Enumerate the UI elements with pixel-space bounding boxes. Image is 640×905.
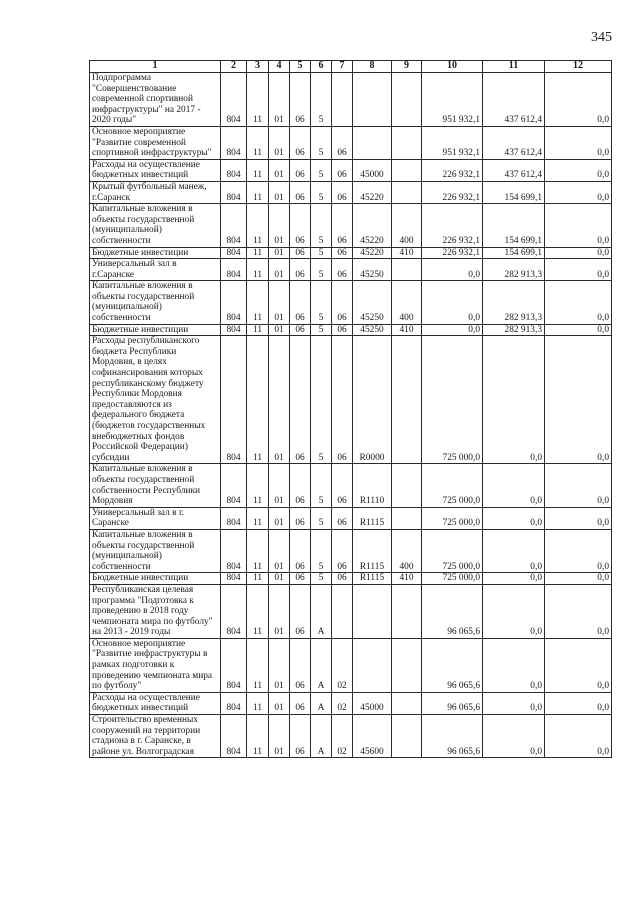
- row-cell-7: 06: [332, 181, 353, 203]
- table-row: [90, 529, 612, 572]
- column-header-9: 9: [392, 61, 422, 73]
- row-cell-11: 154 699,1: [483, 247, 545, 259]
- row-cell-3: 11: [247, 73, 269, 127]
- row-cell-3: 11: [247, 715, 269, 758]
- row-cell-7: 06: [332, 259, 353, 281]
- row-cell-12: 0,0: [545, 247, 612, 259]
- row-cell-10: 0,0: [422, 259, 483, 281]
- row-cell-6: 5: [311, 573, 332, 585]
- column-header-2: 2: [221, 61, 247, 73]
- row-cell-9: 410: [392, 573, 422, 585]
- row-cell-12: 0,0: [545, 464, 612, 507]
- row-name-cell: Капитальные вложения в объекты государственной (муниципальной) собственности: [90, 204, 221, 247]
- row-cell-8: [353, 126, 392, 159]
- row-cell-11: 0,0: [483, 529, 545, 572]
- row-cell-9: [392, 159, 422, 181]
- row-cell-2: 804: [221, 584, 247, 638]
- row-cell-6: 5: [311, 204, 332, 247]
- row-cell-3: 11: [247, 159, 269, 181]
- row-cell-11: 0,0: [483, 692, 545, 714]
- row-cell-9: [392, 336, 422, 464]
- row-cell-8: 45220: [353, 247, 392, 259]
- row-cell-2: 804: [221, 73, 247, 127]
- row-cell-5: 06: [290, 181, 311, 203]
- row-cell-9: 400: [392, 281, 422, 324]
- row-cell-6: 5: [311, 336, 332, 464]
- row-cell-8: 45250: [353, 324, 392, 336]
- row-cell-3: 11: [247, 247, 269, 259]
- row-name-cell: Универсальный зал в г.Саранске: [90, 259, 221, 281]
- row-cell-8: R1115: [353, 529, 392, 572]
- row-cell-8: 45000: [353, 692, 392, 714]
- column-header-4: 4: [269, 61, 290, 73]
- row-cell-10: 226 932,1: [422, 204, 483, 247]
- row-cell-2: 804: [221, 259, 247, 281]
- row-cell-9: [392, 464, 422, 507]
- row-cell-3: 11: [247, 324, 269, 336]
- row-cell-4: 01: [269, 247, 290, 259]
- row-cell-2: 804: [221, 529, 247, 572]
- row-cell-8: 45250: [353, 259, 392, 281]
- row-cell-11: 0,0: [483, 507, 545, 529]
- table-row: [90, 638, 612, 692]
- row-cell-4: 01: [269, 464, 290, 507]
- row-cell-8: 45250: [353, 281, 392, 324]
- row-cell-4: 01: [269, 692, 290, 714]
- row-name-cell: Капитальные вложения в объекты государственной собственности Республики Мордовия: [90, 464, 221, 507]
- row-cell-12: 0,0: [545, 159, 612, 181]
- row-cell-11: 282 913,3: [483, 324, 545, 336]
- row-cell-11: 154 699,1: [483, 181, 545, 203]
- row-cell-12: 0,0: [545, 126, 612, 159]
- row-cell-12: 0,0: [545, 73, 612, 127]
- row-cell-11: 0,0: [483, 336, 545, 464]
- row-cell-6: 5: [311, 259, 332, 281]
- row-cell-10: 725 000,0: [422, 573, 483, 585]
- row-cell-11: 154 699,1: [483, 204, 545, 247]
- row-cell-8: R1115: [353, 573, 392, 585]
- row-name-cell: Бюджетные инвестиции: [90, 324, 221, 336]
- row-name-cell: Капитальные вложения в объекты государственной (муниципальной) собственности: [90, 529, 221, 572]
- row-cell-8: [353, 73, 392, 127]
- row-name-cell: Расходы на осуществление бюджетных инвестиций: [90, 159, 221, 181]
- row-cell-12: 0,0: [545, 692, 612, 714]
- row-cell-5: 06: [290, 204, 311, 247]
- row-cell-10: 96 065,6: [422, 715, 483, 758]
- row-cell-8: R1115: [353, 507, 392, 529]
- row-cell-2: 804: [221, 324, 247, 336]
- row-cell-8: 45600: [353, 715, 392, 758]
- row-cell-6: 5: [311, 181, 332, 203]
- row-cell-10: 725 000,0: [422, 464, 483, 507]
- row-cell-12: 0,0: [545, 259, 612, 281]
- row-cell-11: 437 612,4: [483, 159, 545, 181]
- row-cell-3: 11: [247, 692, 269, 714]
- row-cell-8: R1110: [353, 464, 392, 507]
- row-name-cell: Бюджетные инвестиции: [90, 573, 221, 585]
- row-cell-12: 0,0: [545, 584, 612, 638]
- row-cell-5: 06: [290, 464, 311, 507]
- row-cell-7: 06: [332, 336, 353, 464]
- row-cell-3: 11: [247, 464, 269, 507]
- row-cell-10: 725 000,0: [422, 529, 483, 572]
- row-cell-12: 0,0: [545, 573, 612, 585]
- row-cell-10: 96 065,6: [422, 638, 483, 692]
- row-cell-5: 06: [290, 324, 311, 336]
- row-cell-5: 06: [290, 73, 311, 127]
- row-cell-5: 06: [290, 715, 311, 758]
- row-name-cell: Расходы на осуществление бюджетных инвестиций: [90, 692, 221, 714]
- row-cell-10: 96 065,6: [422, 692, 483, 714]
- column-header-5: 5: [290, 61, 311, 73]
- row-cell-8: 45220: [353, 204, 392, 247]
- budget-table: [89, 60, 612, 758]
- row-cell-4: 01: [269, 507, 290, 529]
- row-cell-9: [392, 638, 422, 692]
- row-cell-9: [392, 584, 422, 638]
- row-cell-6: 5: [311, 73, 332, 127]
- row-cell-6: 5: [311, 281, 332, 324]
- row-cell-11: 282 913,3: [483, 281, 545, 324]
- row-cell-3: 11: [247, 529, 269, 572]
- column-header-3: 3: [247, 61, 269, 73]
- row-name-cell: Подпрограмма "Совершенствование современной спортивной инфраструктуры" на 2017 - 2020 годы": [90, 73, 221, 127]
- row-cell-7: 02: [332, 692, 353, 714]
- row-cell-4: 01: [269, 324, 290, 336]
- row-cell-5: 06: [290, 638, 311, 692]
- row-cell-9: 400: [392, 204, 422, 247]
- row-cell-7: 06: [332, 204, 353, 247]
- row-cell-11: 0,0: [483, 584, 545, 638]
- row-cell-11: 0,0: [483, 464, 545, 507]
- row-cell-2: 804: [221, 336, 247, 464]
- row-cell-6: А: [311, 692, 332, 714]
- row-cell-9: [392, 126, 422, 159]
- column-header-12: 12: [545, 61, 612, 73]
- row-cell-6: 5: [311, 529, 332, 572]
- row-cell-8: 45000: [353, 159, 392, 181]
- row-cell-4: 01: [269, 529, 290, 572]
- row-cell-6: 5: [311, 507, 332, 529]
- row-cell-6: А: [311, 638, 332, 692]
- table-row: [90, 464, 612, 507]
- row-cell-3: 11: [247, 336, 269, 464]
- row-cell-10: 226 932,1: [422, 181, 483, 203]
- row-cell-2: 804: [221, 204, 247, 247]
- table-row: [90, 507, 612, 529]
- row-cell-9: 410: [392, 247, 422, 259]
- row-cell-2: 804: [221, 715, 247, 758]
- row-cell-12: 0,0: [545, 638, 612, 692]
- row-cell-4: 01: [269, 181, 290, 203]
- row-cell-2: 804: [221, 573, 247, 585]
- table-row: [90, 715, 612, 758]
- row-cell-7: 06: [332, 126, 353, 159]
- column-header-8: 8: [353, 61, 392, 73]
- row-cell-10: 951 932,1: [422, 126, 483, 159]
- row-cell-5: 06: [290, 573, 311, 585]
- row-cell-6: 5: [311, 464, 332, 507]
- row-cell-3: 11: [247, 281, 269, 324]
- row-cell-4: 01: [269, 159, 290, 181]
- table-row: [90, 126, 612, 159]
- row-name-cell: Расходы республиканского бюджета Республики Мордовия, в целях софинансирования которых республиканскому бюджету Республики Мордовия предоставляются из федерального бюджета (бюджетов государственных внебюджетных фондов Российской Федерации) субсидии: [90, 336, 221, 464]
- row-cell-5: 06: [290, 692, 311, 714]
- table-row: [90, 159, 612, 181]
- row-cell-2: 804: [221, 181, 247, 203]
- row-cell-11: 282 913,3: [483, 259, 545, 281]
- row-cell-7: 02: [332, 638, 353, 692]
- row-cell-4: 01: [269, 638, 290, 692]
- row-cell-10: 226 932,1: [422, 247, 483, 259]
- row-cell-7: [332, 584, 353, 638]
- row-cell-4: 01: [269, 204, 290, 247]
- row-name-cell: Основное мероприятие "Развитие современной спортивной инфраструктуры": [90, 126, 221, 159]
- row-cell-2: 804: [221, 464, 247, 507]
- column-header-11: 11: [483, 61, 545, 73]
- row-cell-9: 410: [392, 324, 422, 336]
- row-cell-7: 06: [332, 281, 353, 324]
- row-cell-9: [392, 259, 422, 281]
- table-body: [90, 73, 612, 758]
- row-cell-9: [392, 715, 422, 758]
- table-row: [90, 181, 612, 203]
- row-cell-10: 0,0: [422, 324, 483, 336]
- row-cell-3: 11: [247, 584, 269, 638]
- row-cell-10: 226 932,1: [422, 159, 483, 181]
- row-cell-5: 06: [290, 281, 311, 324]
- row-cell-9: [392, 692, 422, 714]
- row-cell-9: [392, 73, 422, 127]
- row-cell-4: 01: [269, 336, 290, 464]
- row-cell-7: 06: [332, 464, 353, 507]
- row-cell-6: 5: [311, 159, 332, 181]
- row-cell-8: [353, 584, 392, 638]
- row-cell-5: 06: [290, 159, 311, 181]
- table-row: [90, 73, 612, 127]
- row-cell-12: 0,0: [545, 529, 612, 572]
- row-cell-4: 01: [269, 573, 290, 585]
- row-cell-12: 0,0: [545, 507, 612, 529]
- row-name-cell: Основное мероприятие "Развитие инфраструктуры в рамках подготовки к проведению чемпионата мира по футболу": [90, 638, 221, 692]
- row-cell-6: 5: [311, 126, 332, 159]
- row-cell-2: 804: [221, 126, 247, 159]
- header-row: [90, 61, 612, 73]
- table-row: [90, 692, 612, 714]
- row-cell-2: 804: [221, 281, 247, 324]
- row-cell-11: 0,0: [483, 573, 545, 585]
- row-cell-4: 01: [269, 126, 290, 159]
- row-cell-8: 45220: [353, 181, 392, 203]
- column-header-1: 1: [90, 61, 221, 73]
- row-cell-4: 01: [269, 281, 290, 324]
- row-cell-5: 06: [290, 259, 311, 281]
- row-cell-2: 804: [221, 507, 247, 529]
- row-cell-4: 01: [269, 715, 290, 758]
- row-cell-2: 804: [221, 159, 247, 181]
- row-cell-6: А: [311, 715, 332, 758]
- row-cell-3: 11: [247, 259, 269, 281]
- table-row: [90, 281, 612, 324]
- row-cell-10: 725 000,0: [422, 336, 483, 464]
- row-cell-7: 06: [332, 507, 353, 529]
- row-name-cell: Строительство временных сооружений на территории стадиона в г. Саранске, в районе ул. Волгоградская: [90, 715, 221, 758]
- row-cell-7: 06: [332, 529, 353, 572]
- row-cell-9: 400: [392, 529, 422, 572]
- row-cell-4: 01: [269, 73, 290, 127]
- row-cell-12: 0,0: [545, 324, 612, 336]
- row-cell-11: 437 612,4: [483, 126, 545, 159]
- row-cell-3: 11: [247, 573, 269, 585]
- row-cell-7: [332, 73, 353, 127]
- table-row: [90, 324, 612, 336]
- row-cell-6: А: [311, 584, 332, 638]
- row-cell-7: 06: [332, 324, 353, 336]
- row-name-cell: Бюджетные инвестиции: [90, 247, 221, 259]
- row-cell-3: 11: [247, 507, 269, 529]
- row-cell-8: [353, 638, 392, 692]
- row-cell-5: 06: [290, 126, 311, 159]
- table-row: [90, 573, 612, 585]
- row-cell-11: 0,0: [483, 715, 545, 758]
- row-cell-6: 5: [311, 247, 332, 259]
- row-cell-3: 11: [247, 638, 269, 692]
- row-cell-5: 06: [290, 584, 311, 638]
- table-row: [90, 336, 612, 464]
- row-cell-12: 0,0: [545, 281, 612, 324]
- row-cell-4: 01: [269, 584, 290, 638]
- row-cell-3: 11: [247, 204, 269, 247]
- row-cell-8: R0000: [353, 336, 392, 464]
- row-cell-2: 804: [221, 692, 247, 714]
- row-cell-3: 11: [247, 126, 269, 159]
- row-cell-10: 951 932,1: [422, 73, 483, 127]
- column-header-10: 10: [422, 61, 483, 73]
- row-cell-4: 01: [269, 259, 290, 281]
- row-cell-7: 02: [332, 715, 353, 758]
- table-row: [90, 247, 612, 259]
- row-cell-5: 06: [290, 247, 311, 259]
- page-number: 345: [591, 30, 612, 45]
- row-cell-11: 437 612,4: [483, 73, 545, 127]
- row-cell-5: 06: [290, 507, 311, 529]
- row-cell-7: 06: [332, 247, 353, 259]
- column-header-6: 6: [311, 61, 332, 73]
- row-name-cell: Крытый футбольный манеж, г.Саранск: [90, 181, 221, 203]
- row-cell-12: 0,0: [545, 715, 612, 758]
- row-cell-10: 725 000,0: [422, 507, 483, 529]
- row-name-cell: Универсальный зал в г. Саранске: [90, 507, 221, 529]
- row-cell-7: 06: [332, 159, 353, 181]
- row-cell-9: [392, 181, 422, 203]
- row-cell-2: 804: [221, 638, 247, 692]
- row-cell-3: 11: [247, 181, 269, 203]
- row-cell-7: 06: [332, 573, 353, 585]
- column-header-7: 7: [332, 61, 353, 73]
- row-cell-12: 0,0: [545, 336, 612, 464]
- row-cell-12: 0,0: [545, 204, 612, 247]
- table-row: [90, 584, 612, 638]
- row-cell-10: 96 065,6: [422, 584, 483, 638]
- table-row: [90, 259, 612, 281]
- row-cell-5: 06: [290, 336, 311, 464]
- row-name-cell: Республиканская целевая программа "Подготовка к проведению в 2018 году чемпионата мира по футболу" на 2013 - 2019 годы: [90, 584, 221, 638]
- row-cell-5: 06: [290, 529, 311, 572]
- row-cell-6: 5: [311, 324, 332, 336]
- row-cell-9: [392, 507, 422, 529]
- row-cell-11: 0,0: [483, 638, 545, 692]
- table-row: [90, 204, 612, 247]
- row-name-cell: Капитальные вложения в объекты государственной (муниципальной) собственности: [90, 281, 221, 324]
- row-cell-2: 804: [221, 247, 247, 259]
- row-cell-12: 0,0: [545, 181, 612, 203]
- row-cell-10: 0,0: [422, 281, 483, 324]
